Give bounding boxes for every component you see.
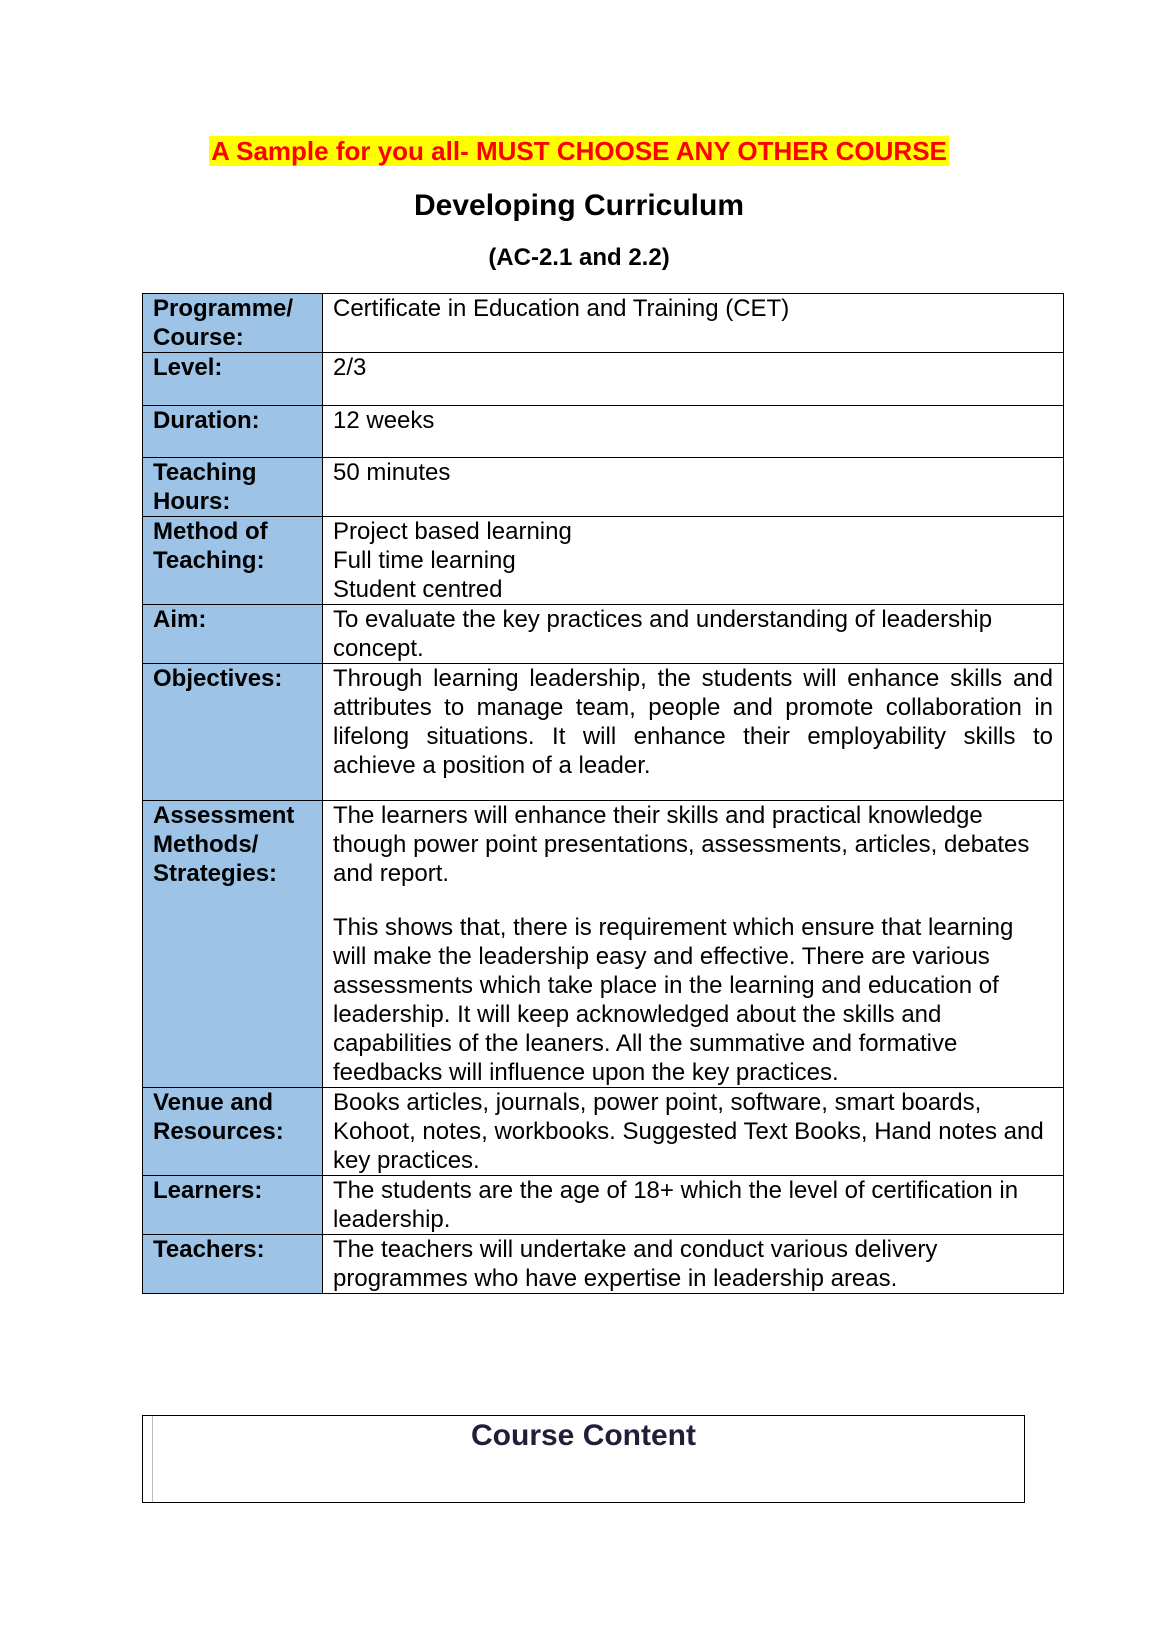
table-row [143, 605, 1064, 664]
assessment-paragraph: This shows that, there is requirement which ensure that learning will make the leadership easy and effective. There are various assessments which take place in the learning and education of leadership. It will keep acknowledged about the skills and capabilities of the leaners. All the summative and formative feedbacks will influence upon the key practices. [333, 914, 1014, 1086]
assessment-paragraph: The learners will enhance their skills and practical knowledge though power point presentations, assessments, articles, debates and report. [333, 802, 1030, 887]
method-line: Student centred [333, 576, 503, 603]
notice-banner [0, 136, 1158, 166]
course-content-title: Course Content [471, 1419, 696, 1452]
row-value: To evaluate the key practices and understanding of leadership concept. [323, 605, 1064, 664]
row-value: 12 weeks [323, 406, 1064, 458]
table-row [143, 801, 1064, 1088]
table-row [143, 664, 1064, 801]
row-label: Objectives: [143, 664, 323, 801]
row-value: 50 minutes [323, 458, 1064, 517]
row-value: Books articles, journals, power point, software, smart boards, Kohoot, notes, workbooks. Suggested Text Books, Hand notes and key practices. [323, 1088, 1064, 1176]
row-label: Programme/ Course: [143, 294, 323, 353]
row-label: Teaching Hours: [143, 458, 323, 517]
row-value: The teachers will undertake and conduct various delivery programmes who have expertise in leadership areas. [323, 1235, 1064, 1294]
row-label: Assessment Methods/ Strategies: [143, 801, 323, 1088]
row-value: Through learning leadership, the students will enhance skills and attributes to manage team, people and promote collaboration in lifelong situations. It will enhance their employability skills to achieve a position of a leader. [323, 664, 1064, 801]
course-info-table [142, 293, 1064, 1294]
row-label: Level: [143, 353, 323, 406]
row-label: Method of Teaching: [143, 517, 323, 605]
table-row [143, 294, 1064, 353]
row-label: Venue and Resources: [143, 1088, 323, 1176]
row-label: Learners: [143, 1176, 323, 1235]
page-title: Developing Curriculum [413, 189, 745, 222]
row-value [323, 517, 1064, 605]
table-row [143, 517, 1064, 605]
row-value: 2/3 [323, 353, 1064, 406]
table-row [143, 353, 1064, 406]
table-row [143, 458, 1064, 517]
table-row [143, 1235, 1064, 1294]
row-label: Duration: [143, 406, 323, 458]
notice-text: A Sample for you all- MUST CHOOSE ANY OTHER COURSE [211, 136, 947, 166]
row-value [323, 801, 1064, 1088]
page-subtitle: (AC-2.1 and 2.2) [488, 244, 670, 271]
row-value: Certificate in Education and Training (CET) [323, 294, 1064, 353]
table-row [143, 1088, 1064, 1176]
table-row [143, 406, 1064, 458]
table-row [143, 1176, 1064, 1235]
row-label: Teachers: [143, 1235, 323, 1294]
row-label: Aim: [143, 605, 323, 664]
row-value: The students are the age of 18+ which the level of certification in leadership. [323, 1176, 1064, 1235]
method-line: Project based learning [333, 518, 572, 545]
method-line: Full time learning [333, 547, 516, 574]
